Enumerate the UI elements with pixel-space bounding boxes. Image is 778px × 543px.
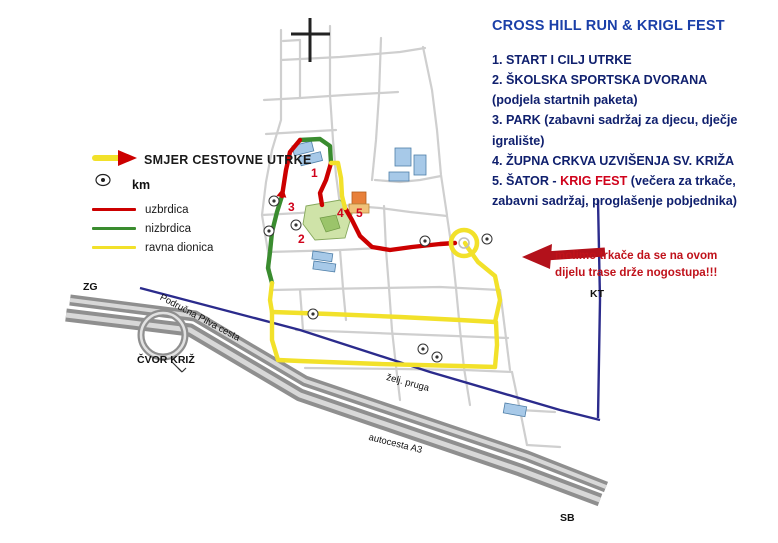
panel-item-5-highlight: KRIG FEST <box>560 173 628 188</box>
red-note-line2: dijelu trase drže nogostupa!!! <box>555 265 718 279</box>
panel-item-3-sub: igralište) <box>492 133 545 148</box>
legend-label-ravna-dionica: ravna dionica <box>145 241 214 254</box>
legend-label-uzbrdica: uzbrdica <box>145 203 189 216</box>
zg-label: ZG <box>83 281 98 293</box>
autocesta-a3-label: autocesta A3 <box>367 432 424 456</box>
marker-2: 2 <box>298 232 305 246</box>
legend-km-icon <box>96 175 110 186</box>
panel-item-1: 1. START I CILJ UTRKE <box>492 53 632 67</box>
red-note-line1: molimo trkače da se na ovom <box>555 249 718 262</box>
marker-4: 4 <box>337 206 344 220</box>
marker-3: 3 <box>288 200 295 214</box>
panel-item-4: 4. ŽUPNA CRKVA UZVIŠENJA SV. KRIŽA <box>492 153 735 168</box>
legend-row-uzbrdica <box>92 200 213 219</box>
legend-title: SMJER CESTOVNE UTRKE <box>144 153 312 167</box>
legend-swatch-uzbrdica <box>92 208 136 211</box>
panel-item-5-line2: zabavni sadržaj, proglašenje pobjednika) <box>492 193 737 208</box>
podrucna-pilva-cesta-label: Područna Pilva cesta <box>157 292 242 344</box>
panel-title: CROSS HILL RUN & KRIGL FEST <box>492 18 725 34</box>
panel-item-5-prefix: 5. ŠATOR - <box>492 173 561 188</box>
legend-arrow-icon <box>95 150 137 166</box>
legend-label-nizbrdica: nizbrdica <box>145 222 192 235</box>
panel-item-2: 2. ŠKOLSKA SPORTSKA DVORANA <box>492 73 708 88</box>
panel-item-3: 3. PARK (zabavni sadržaj za djecu, dječje <box>492 113 738 128</box>
legend-swatch-ravna-dionica <box>92 246 136 249</box>
info-panel <box>492 18 774 212</box>
marker-1: 1 <box>311 166 318 180</box>
legend-swatch-nizbrdica <box>92 227 136 230</box>
zelj-pruga-label: želj. pruga <box>385 372 431 394</box>
cvor-kriz-label: ČVOR KRIŽ <box>137 354 195 366</box>
legend-row-nizbrdica <box>92 219 213 238</box>
sb-label: SB <box>560 512 575 524</box>
panel-item-2-sub: (podjela startnih paketa) <box>492 93 638 108</box>
legend-rows <box>92 200 213 257</box>
legend-km-label: km <box>132 178 151 192</box>
panel-item-5 <box>492 172 774 190</box>
legend-row-ravna-dionica <box>92 238 213 257</box>
marker-5: 5 <box>356 206 363 220</box>
red-note <box>555 248 770 282</box>
kt-label: KT <box>590 288 604 300</box>
panel-item-5-suffix: (večera za trkače, <box>627 173 736 188</box>
